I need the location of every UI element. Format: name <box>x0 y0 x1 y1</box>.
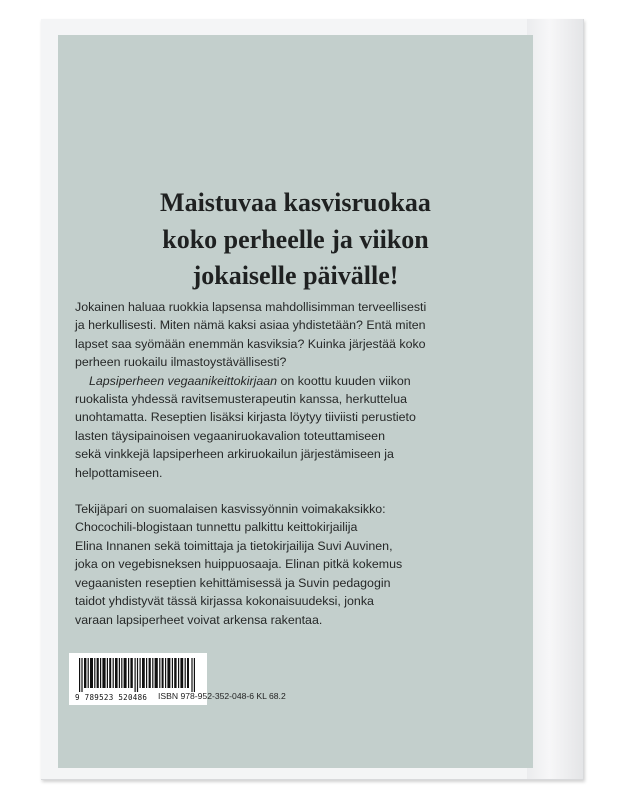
barcode-icon <box>79 658 195 692</box>
headline-line-3: jokaiselle päivälle! <box>192 261 399 290</box>
blurb-line: perheen ruokailu ilmastoystävällisesti? <box>75 355 287 370</box>
blurb-paragraph-2 <box>75 372 467 482</box>
blurb-paragraph-3 <box>75 500 467 629</box>
blurb-line: ja herkullisesti. Miten nämä kaksi asiaa yhdistetään? Entä miten <box>75 318 426 333</box>
blurb-line: Elina Innanen sekä toimittaja ja tietokirjailija Suvi Auvinen, <box>75 538 393 553</box>
blurb-line <box>75 372 467 390</box>
cover-headline <box>58 185 533 295</box>
barcode-digits: 9 789523 520486 <box>75 693 148 702</box>
book-title: Lapsiperheen vegaanikeittokirjaan <box>89 373 278 388</box>
headline-line-2: koko perheelle ja viikon <box>162 224 429 254</box>
blurb-paragraph-1 <box>75 298 467 372</box>
blurb-line: varaan lapsiperheet voivat arkensa rakentaa. <box>75 612 323 627</box>
blurb-line: vegaanisten reseptien kehittämisessä ja Suvin pedagogin <box>75 575 391 590</box>
isbn-line: ISBN 978-952-352-048-6 KL 68.2 <box>158 691 286 701</box>
blurb-line: ruokalista yhdessä ravitsemusterapeutin kanssa, herkuttelua <box>75 392 407 407</box>
blurb-line: taidot yhdistyvät tässä kirjassa kokonaisuudeksi, jonka <box>75 594 374 609</box>
blurb-line: unohtamatta. Reseptien lisäksi kirjasta löytyy tiiviisti perustieto <box>75 410 416 425</box>
blurb-line: lapset saa syömään enemmän kasviksia? Kuinka järjestää koko <box>75 336 426 351</box>
blurb-line: Chocochili-blogistaan tunnettu palkittu keittokirjailija <box>75 520 358 535</box>
blurb-text <box>75 298 467 629</box>
blurb-line: Jokainen haluaa ruokkia lapsensa mahdollisimman terveellisesti <box>75 300 427 314</box>
book-spine-edge <box>527 19 583 779</box>
blurb-line: joka on vegebisneksen huippuosaaja. Elinan pitkä kokemus <box>75 557 403 572</box>
blurb-line: helpottamiseen. <box>75 465 163 480</box>
blurb-line: lasten täysipainoisen vegaaniruokavalion toteuttamiseen <box>75 428 385 443</box>
headline-line-1: Maistuvaa kasvisruokaa <box>160 188 431 217</box>
paragraph-gap <box>75 482 467 500</box>
blurb-line-rest: on koottu kuuden viikon <box>277 373 411 388</box>
blurb-line: sekä vinkkejä lapsiperheen arkiruokailun järjestämiseen ja <box>75 447 394 462</box>
blurb-line: Tekijäpari on suomalaisen kasvissyönnin voimakaksikko: <box>75 502 386 517</box>
